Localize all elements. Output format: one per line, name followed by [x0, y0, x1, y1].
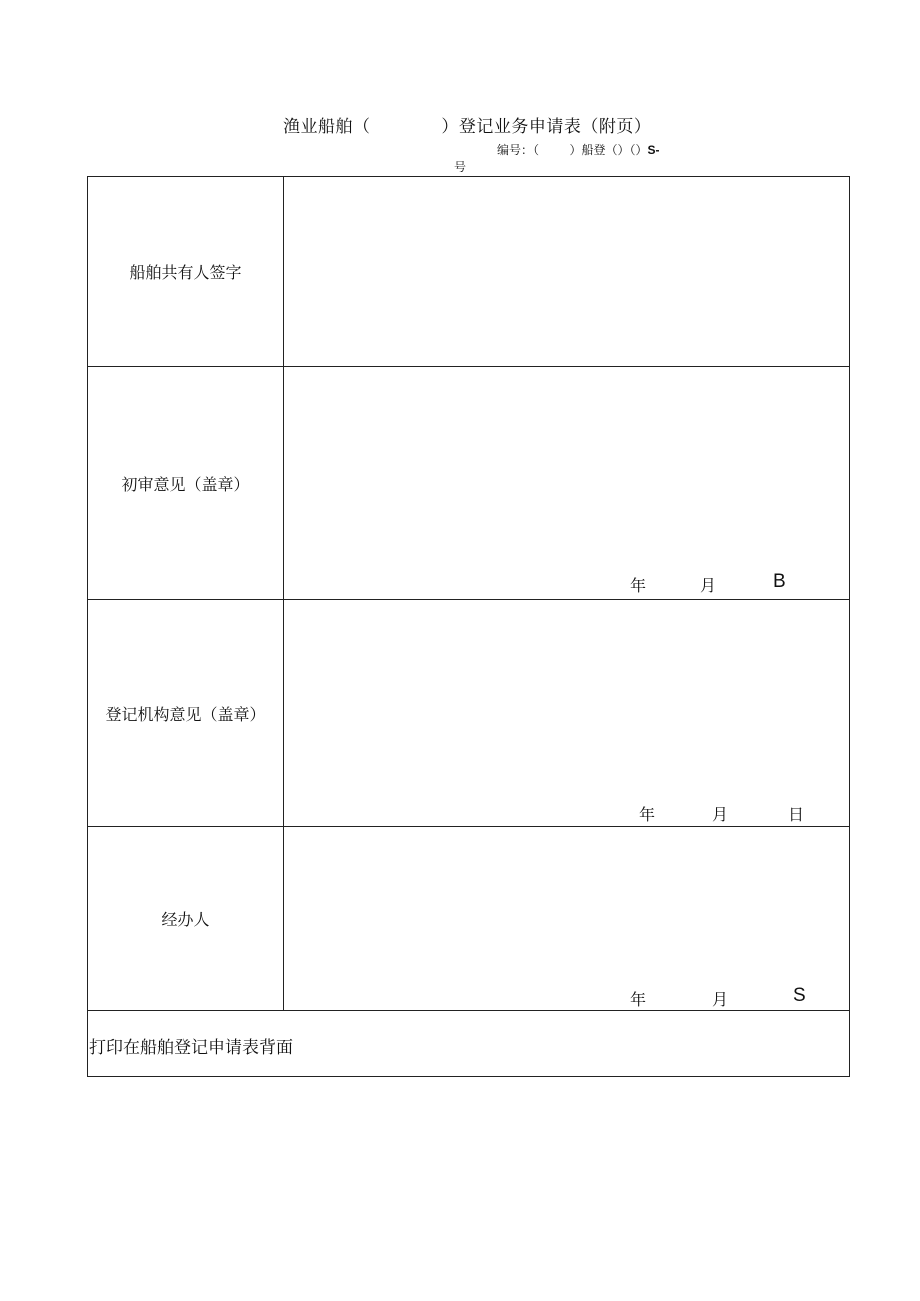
footer-note: 打印在船舶登记申请表背面 — [89, 1038, 293, 1058]
co-owner-signature-label: 船舶共有人签字 — [88, 177, 284, 366]
co-owner-signature-field[interactable] — [284, 177, 849, 366]
registry-opinion-year: 年 — [639, 805, 656, 824]
registry-opinion-day: 日 — [788, 805, 805, 824]
handler-day: S — [793, 985, 806, 1006]
preliminary-review-field[interactable] — [284, 367, 849, 599]
handler-label: 经办人 — [88, 827, 284, 1010]
form-title: 渔业船舶（ ）登记业务申请表（附页） — [283, 117, 652, 137]
preliminary-review-day: B — [773, 571, 786, 592]
preliminary-review-label: 初审意见（盖章） — [88, 367, 284, 599]
application-form-table — [87, 176, 850, 1077]
preliminary-review-month: 月 — [700, 576, 717, 595]
form-number-code: S- — [647, 143, 660, 157]
row-handler — [88, 827, 849, 1011]
form-number — [497, 141, 660, 158]
form-number-label: 编号：（ ）船登（）（） — [497, 143, 648, 157]
preliminary-review-year: 年 — [630, 576, 647, 595]
registry-opinion-field[interactable] — [284, 600, 849, 826]
row-footer-note — [88, 1011, 849, 1076]
handler-field[interactable] — [284, 827, 849, 1010]
row-co-owner-signature — [88, 177, 849, 367]
row-preliminary-review — [88, 367, 849, 600]
handler-month: 月 — [712, 990, 729, 1009]
handler-year: 年 — [630, 990, 647, 1009]
registry-opinion-month: 月 — [712, 805, 729, 824]
form-number-suffix: 号 — [454, 160, 467, 174]
row-registry-opinion — [88, 600, 849, 827]
registry-opinion-label: 登记机构意见（盖章） — [88, 600, 284, 826]
